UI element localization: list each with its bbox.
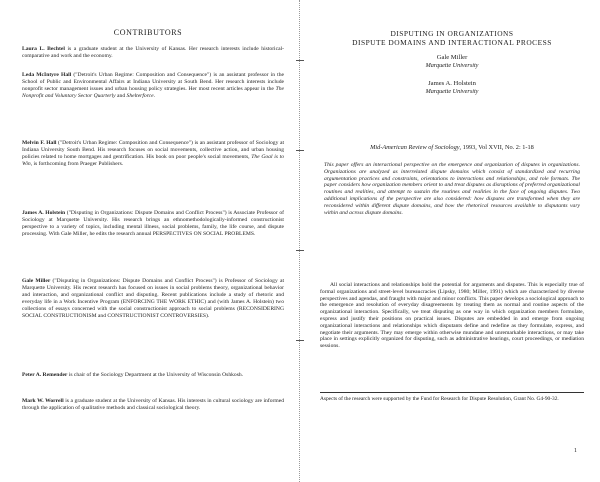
- author-holstein: [304, 80, 600, 96]
- body-paragraph: All social interactions and relationships hold the potential for arguments and disputes. This is especially true of formal organizations and street-level bureaucracies (Lipsky, 1980; Miller, 1991) which are characterized by diverse perspectives and agendas, and fraught with major and minor conflicts. This paper develops a sociological approach to the emergence and resolution of everyday disagreements by treating them as normal and routine aspects of the organizational interaction. Specifically, we treat disputing as one way in which organization members formulate, express and justify their positions on practical issues. Disputes are embedded in and emerge from ongoing organizational interactions and relationships which disputants define and redefine as they formulate, express, and negotiate their arguments. They may emerge within otherwise mundane and unremarkable interactions, or may take place in settings explicitly organized for disputing, such as administrative hearings, court proceedings, or mediation sessions.: [320, 282, 584, 350]
- page-fold: [299, 0, 302, 482]
- author-name: Gale Miller: [436, 54, 468, 61]
- author-affiliation: Marquette University: [425, 62, 479, 69]
- bio-bechtel: Laura L. Bechtel is a graduate student at the University of Kansas. Her research interests include historical-comparative and work and the economy.: [22, 46, 284, 60]
- abstract: This paper offers an interactional perspective on the emergence and organization of disputes in organizations. Organizations are analyzed as interrelated dispute domains which consist of standardized and recurring argumentation practices and constraints, orientations to interactions and relationships, and role formats. The paper considers how organization members orient to and treat disputes as disruptions of preferred organizational routines and realities, and attempt to sustain the routines and realities in the face of ongoing disputes. Two additional implications of the perspective are also considered: how disputes are transformed when they are reconsidered within different dispute domains, and how the rhetorical resources available to disputants vary within and across dispute domains.: [324, 162, 580, 216]
- title-line-2: DISPUTE DOMAINS AND INTERACTIONAL PROCESS: [352, 37, 552, 47]
- fold-mark: [296, 250, 304, 251]
- article-title: [304, 30, 600, 47]
- author-affiliation: Marquette University: [425, 88, 479, 95]
- bio-worrell: Mark W. Worrell is a graduate student at the University of Kansas. His interests in cultural sociology are informed through the application of qualitative methods and classical sociological theory.: [22, 398, 284, 412]
- contributors-heading: CONTRIBUTORS: [113, 28, 183, 37]
- bio-remender: Peter A. Remender is chair of the Sociology Department at the University of Wisconsin Oshkosh.: [22, 372, 244, 378]
- bio-holstein: James A. Holstein ("Disputing in Organizations: Dispute Domains and Conflict Process") is Associate Professor of Sociology at Marquette University. His research brings an ethnomethodologically-informed constructionist perspective to a variety of topics, including mental illness, social problems, family, the life course, and dispute processing. With Gale Miller, he edits the research annual PERSPECTIVES ON SOCIAL PROBLEMS.: [22, 210, 284, 238]
- fold-mark: [296, 340, 304, 341]
- page-number: 1: [574, 448, 577, 454]
- bio-melvin-hall: Melvin F. Hall ("Detroit's Urban Regime: Composition and Consequence") is an assistant professor of Sociology at Indiana University South Bend. His research focuses on social movements, collective action, and urban housing policies related to home mortgages and gentrification. His book on poor people's social movements, The Goal is to Win, is forthcoming from Praeger Publishers.: [22, 140, 285, 168]
- bio-gale-miller: Gale Miller ("Disputing in Organizations: Dispute Domains and Conflict Process") is Professor of Sociology at Marquette University. His recent research has focused on issues in social problems theory, organizational behavior and interaction, and organizational conflict and disputing. Recent publications include a study of rhetoric and everyday life in a Work Incentive Program (ENFORCING THE WORK ETHIC) and (with James A. Holstein) two collections of essays concerned with the social constructionist approach to social problems (RECONSIDERING SOCIAL CONSTRUCTIONISM and CONSTRUCTIONIST CONTROVERSIES).: [22, 278, 284, 320]
- footnote: Aspects of the research were supported by the Fund for Research for Dispute Resolution, Grant No. G4-90-32.: [320, 396, 559, 402]
- right-page: [304, 0, 600, 482]
- left-page: [0, 0, 296, 482]
- bio-leda-hall: Leda McIntyre Hall ("Detroit's Urban Regime: Composition and Consequence") is an assistant professor in the School of Public and Environmental Affairs at Indiana University at South Bend. Her research interests include nonprofit sector management issues and urban housing policy strategies. Her most recent articles appear in the The Nonprofit and Voluntary Sector Quarterly and Shelterforce.: [22, 72, 285, 100]
- citation: Mid-American Review of Sociology, 1993, Vol XVII, No. 2: 1-18: [370, 144, 534, 151]
- title-line-1: DISPUTING IN ORGANIZATIONS: [390, 29, 514, 38]
- footnote-rule: [320, 392, 584, 393]
- fold-mark: [296, 60, 304, 61]
- author-name: James A. Holstein: [428, 80, 476, 87]
- fold-mark: [296, 150, 304, 151]
- author-miller: [304, 54, 600, 70]
